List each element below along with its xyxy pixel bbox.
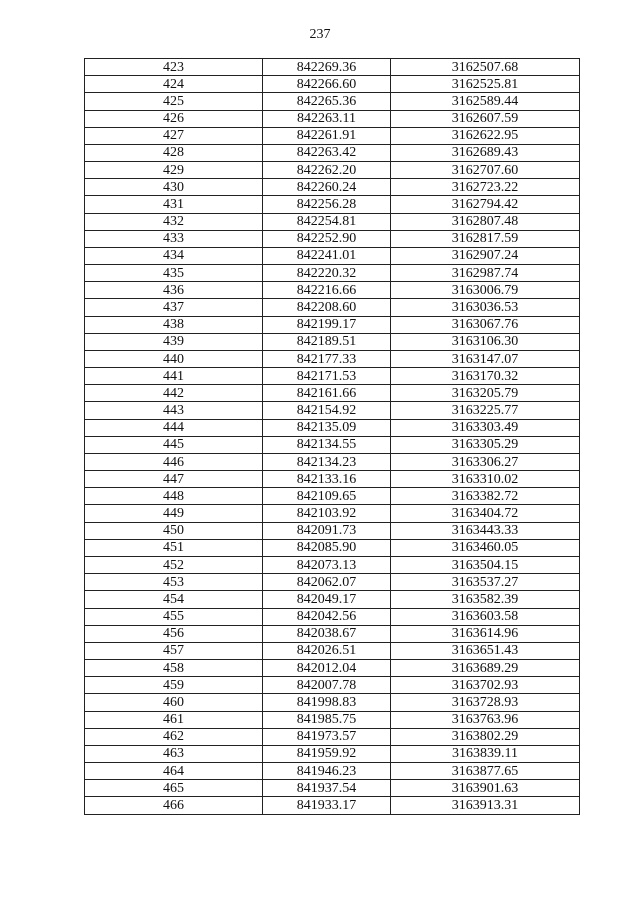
point-number-cell: 465	[85, 780, 263, 797]
table-row	[85, 745, 580, 762]
y-coordinate-cell: 3162507.68	[391, 59, 580, 76]
y-coordinate-cell: 3163504.15	[391, 556, 580, 573]
y-coordinate-cell: 3163305.29	[391, 436, 580, 453]
y-coordinate-cell: 3162907.24	[391, 247, 580, 264]
y-coordinate-cell: 3163901.63	[391, 780, 580, 797]
y-coordinate-cell: 3163106.30	[391, 333, 580, 350]
x-coordinate-cell: 842266.60	[263, 76, 391, 93]
point-number-cell: 459	[85, 677, 263, 694]
x-coordinate-cell: 842265.36	[263, 93, 391, 110]
point-number-cell: 452	[85, 556, 263, 573]
x-coordinate-cell: 842026.51	[263, 642, 391, 659]
table-row	[85, 711, 580, 728]
table-row	[85, 591, 580, 608]
point-number-cell: 446	[85, 453, 263, 470]
point-number-cell: 464	[85, 763, 263, 780]
x-coordinate-cell: 842208.60	[263, 299, 391, 316]
y-coordinate-cell: 3163651.43	[391, 642, 580, 659]
point-number-cell: 444	[85, 419, 263, 436]
table-row	[85, 333, 580, 350]
point-number-cell: 431	[85, 196, 263, 213]
x-coordinate-cell: 842109.65	[263, 488, 391, 505]
y-coordinate-cell: 3162607.59	[391, 110, 580, 127]
y-coordinate-cell: 3163205.79	[391, 385, 580, 402]
point-number-cell: 453	[85, 574, 263, 591]
table-row	[85, 522, 580, 539]
y-coordinate-cell: 3162794.42	[391, 196, 580, 213]
table-row	[85, 59, 580, 76]
point-number-cell: 458	[85, 660, 263, 677]
point-number-cell: 449	[85, 505, 263, 522]
table-row	[85, 93, 580, 110]
y-coordinate-cell: 3163460.05	[391, 539, 580, 556]
table-row	[85, 419, 580, 436]
y-coordinate-cell: 3163067.76	[391, 316, 580, 333]
y-coordinate-cell: 3163303.49	[391, 419, 580, 436]
x-coordinate-cell: 842134.23	[263, 453, 391, 470]
x-coordinate-cell: 841933.17	[263, 797, 391, 814]
table-row	[85, 539, 580, 556]
y-coordinate-cell: 3162807.48	[391, 213, 580, 230]
point-number-cell: 451	[85, 539, 263, 556]
y-coordinate-cell: 3162817.59	[391, 230, 580, 247]
table-row	[85, 282, 580, 299]
point-number-cell: 450	[85, 522, 263, 539]
x-coordinate-cell: 842161.66	[263, 385, 391, 402]
x-coordinate-cell: 842241.01	[263, 247, 391, 264]
y-coordinate-cell: 3163877.65	[391, 763, 580, 780]
y-coordinate-cell: 3162525.81	[391, 76, 580, 93]
table-row	[85, 642, 580, 659]
point-number-cell: 433	[85, 230, 263, 247]
y-coordinate-cell: 3162723.22	[391, 179, 580, 196]
x-coordinate-cell: 842256.28	[263, 196, 391, 213]
point-number-cell: 424	[85, 76, 263, 93]
point-number-cell: 457	[85, 642, 263, 659]
table-row	[85, 694, 580, 711]
x-coordinate-cell: 842134.55	[263, 436, 391, 453]
point-number-cell: 445	[85, 436, 263, 453]
table-row	[85, 728, 580, 745]
x-coordinate-cell: 842260.24	[263, 179, 391, 196]
table-row	[85, 625, 580, 642]
point-number-cell: 460	[85, 694, 263, 711]
table-row	[85, 660, 580, 677]
x-coordinate-cell: 842252.90	[263, 230, 391, 247]
point-number-cell: 442	[85, 385, 263, 402]
point-number-cell: 443	[85, 402, 263, 419]
y-coordinate-cell: 3163913.31	[391, 797, 580, 814]
y-coordinate-cell: 3163763.96	[391, 711, 580, 728]
x-coordinate-cell: 842038.67	[263, 625, 391, 642]
table-row	[85, 763, 580, 780]
table-row	[85, 144, 580, 161]
point-number-cell: 427	[85, 127, 263, 144]
table-row	[85, 556, 580, 573]
coordinate-table-body	[85, 59, 580, 815]
point-number-cell: 461	[85, 711, 263, 728]
table-row	[85, 488, 580, 505]
x-coordinate-cell: 842263.42	[263, 144, 391, 161]
table-row	[85, 265, 580, 282]
y-coordinate-cell: 3163310.02	[391, 471, 580, 488]
table-row	[85, 780, 580, 797]
table-row	[85, 127, 580, 144]
point-number-cell: 436	[85, 282, 263, 299]
point-number-cell: 426	[85, 110, 263, 127]
y-coordinate-cell: 3163404.72	[391, 505, 580, 522]
x-coordinate-cell: 842220.32	[263, 265, 391, 282]
y-coordinate-cell: 3163802.29	[391, 728, 580, 745]
page-number: 237	[309, 27, 331, 42]
table-row	[85, 608, 580, 625]
y-coordinate-cell: 3163603.58	[391, 608, 580, 625]
x-coordinate-cell: 842154.92	[263, 402, 391, 419]
table-row	[85, 368, 580, 385]
point-number-cell: 438	[85, 316, 263, 333]
table-row	[85, 179, 580, 196]
table-row	[85, 162, 580, 179]
table-row	[85, 471, 580, 488]
x-coordinate-cell: 842263.11	[263, 110, 391, 127]
y-coordinate-cell: 3163614.96	[391, 625, 580, 642]
point-number-cell: 425	[85, 93, 263, 110]
table-row	[85, 436, 580, 453]
point-number-cell: 434	[85, 247, 263, 264]
x-coordinate-cell: 842042.56	[263, 608, 391, 625]
x-coordinate-cell: 842133.16	[263, 471, 391, 488]
x-coordinate-cell: 841985.75	[263, 711, 391, 728]
table-row	[85, 505, 580, 522]
table-row	[85, 574, 580, 591]
table-row	[85, 110, 580, 127]
x-coordinate-cell: 841946.23	[263, 763, 391, 780]
table-row	[85, 76, 580, 93]
y-coordinate-cell: 3162987.74	[391, 265, 580, 282]
y-coordinate-cell: 3163225.77	[391, 402, 580, 419]
x-coordinate-cell: 842261.91	[263, 127, 391, 144]
x-coordinate-cell: 842007.78	[263, 677, 391, 694]
table-row	[85, 230, 580, 247]
point-number-cell: 455	[85, 608, 263, 625]
y-coordinate-cell: 3163147.07	[391, 350, 580, 367]
x-coordinate-cell: 841959.92	[263, 745, 391, 762]
table-row	[85, 196, 580, 213]
point-number-cell: 447	[85, 471, 263, 488]
x-coordinate-cell: 842262.20	[263, 162, 391, 179]
x-coordinate-cell: 842012.04	[263, 660, 391, 677]
point-number-cell: 430	[85, 179, 263, 196]
y-coordinate-cell: 3163306.27	[391, 453, 580, 470]
y-coordinate-cell: 3162622.95	[391, 127, 580, 144]
point-number-cell: 435	[85, 265, 263, 282]
x-coordinate-cell: 841937.54	[263, 780, 391, 797]
y-coordinate-cell: 3162707.60	[391, 162, 580, 179]
y-coordinate-cell: 3163382.72	[391, 488, 580, 505]
point-number-cell: 463	[85, 745, 263, 762]
y-coordinate-cell: 3163036.53	[391, 299, 580, 316]
table-row	[85, 247, 580, 264]
table-row	[85, 213, 580, 230]
x-coordinate-cell: 842171.53	[263, 368, 391, 385]
x-coordinate-cell: 842177.33	[263, 350, 391, 367]
table-row	[85, 350, 580, 367]
point-number-cell: 448	[85, 488, 263, 505]
y-coordinate-cell: 3163443.33	[391, 522, 580, 539]
y-coordinate-cell: 3163728.93	[391, 694, 580, 711]
point-number-cell: 466	[85, 797, 263, 814]
point-number-cell: 432	[85, 213, 263, 230]
x-coordinate-cell: 841973.57	[263, 728, 391, 745]
table-row	[85, 453, 580, 470]
y-coordinate-cell: 3163689.29	[391, 660, 580, 677]
point-number-cell: 440	[85, 350, 263, 367]
x-coordinate-cell: 842073.13	[263, 556, 391, 573]
x-coordinate-cell: 842199.17	[263, 316, 391, 333]
y-coordinate-cell: 3163582.39	[391, 591, 580, 608]
x-coordinate-cell: 842216.66	[263, 282, 391, 299]
point-number-cell: 456	[85, 625, 263, 642]
x-coordinate-cell: 842062.07	[263, 574, 391, 591]
y-coordinate-cell: 3163537.27	[391, 574, 580, 591]
x-coordinate-cell: 842085.90	[263, 539, 391, 556]
coordinate-table	[84, 58, 580, 815]
point-number-cell: 423	[85, 59, 263, 76]
table-row	[85, 316, 580, 333]
point-number-cell: 439	[85, 333, 263, 350]
x-coordinate-cell: 842091.73	[263, 522, 391, 539]
x-coordinate-cell: 842189.51	[263, 333, 391, 350]
y-coordinate-cell: 3163170.32	[391, 368, 580, 385]
x-coordinate-cell: 842254.81	[263, 213, 391, 230]
x-coordinate-cell: 842049.17	[263, 591, 391, 608]
table-row	[85, 797, 580, 814]
point-number-cell: 462	[85, 728, 263, 745]
table-row	[85, 677, 580, 694]
point-number-cell: 437	[85, 299, 263, 316]
point-number-cell: 441	[85, 368, 263, 385]
x-coordinate-cell: 842269.36	[263, 59, 391, 76]
x-coordinate-cell: 842135.09	[263, 419, 391, 436]
point-number-cell: 429	[85, 162, 263, 179]
point-number-cell: 454	[85, 591, 263, 608]
y-coordinate-cell: 3162589.44	[391, 93, 580, 110]
x-coordinate-cell: 842103.92	[263, 505, 391, 522]
point-number-cell: 428	[85, 144, 263, 161]
table-row	[85, 402, 580, 419]
y-coordinate-cell: 3162689.43	[391, 144, 580, 161]
table-row	[85, 299, 580, 316]
y-coordinate-cell: 3163839.11	[391, 745, 580, 762]
table-row	[85, 385, 580, 402]
y-coordinate-cell: 3163702.93	[391, 677, 580, 694]
x-coordinate-cell: 841998.83	[263, 694, 391, 711]
y-coordinate-cell: 3163006.79	[391, 282, 580, 299]
